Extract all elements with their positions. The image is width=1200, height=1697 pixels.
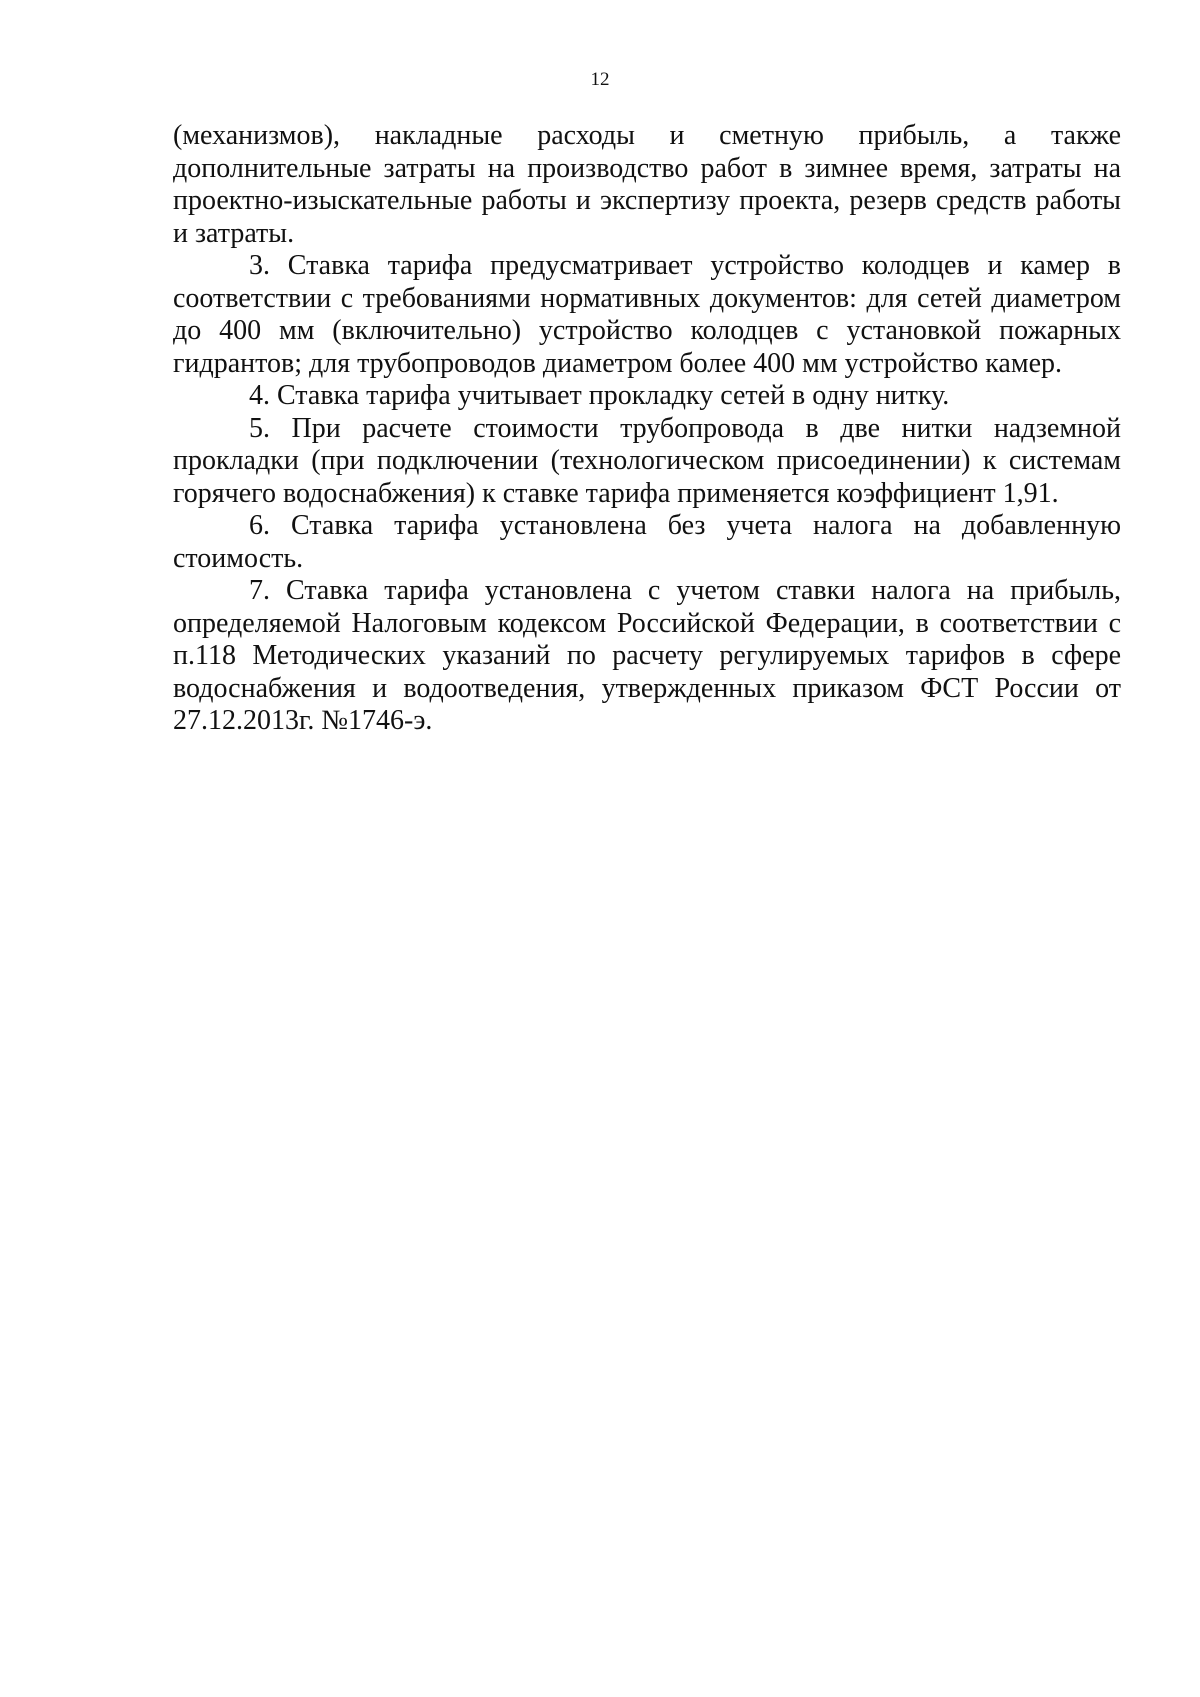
paragraph-text: Ставка тарифа учитывает прокладку сетей в одну нитку. [277, 380, 950, 411]
paragraph-number: 5. [249, 412, 270, 444]
paragraph-number: 3. [249, 250, 270, 281]
paragraph-3 [173, 250, 1121, 380]
paragraph-5 [173, 413, 1121, 511]
paragraph-continuation [173, 120, 1121, 250]
paragraph-6 [173, 510, 1121, 575]
paragraph-4 [173, 380, 1121, 413]
paragraph-text: Ставка тарифа установлена без учета налога на добавленную стоимость. [173, 510, 1121, 574]
paragraph-7 [173, 575, 1121, 738]
paragraph-text: Ставка тарифа установлена с учетом ставки налога на прибыль, определяемой Налоговым кодексом Российской Федерации, в соответствии с п.118 Методических указаний по расчету регулируемых тарифов в сфере водоснабжения и водоотведения, утвержденных приказом ФСТ России от 27.12.2013г. №1746-э. [173, 575, 1121, 736]
page-number: 12 [590, 69, 610, 90]
paragraph-number: 7. [249, 575, 270, 606]
paragraph-text: Ставка тарифа предусматривает устройство колодцев и камер в соответствии с требованиями нормативных документов: для сетей диаметром до 400 мм (включительно) устройство колодцев с установкой пожарных гидрантов; для трубопроводов диаметром более 400 мм устройство камер. [173, 250, 1122, 379]
paragraph-number: 4. [249, 380, 270, 411]
paragraph-text: (механизмов), накладные расходы и сметную прибыль, а также дополнительные затраты на производство работ в зимнее время, затраты на проектно-изыскательные работы и экспертизу проекта, резерв средств работы и затраты. [173, 120, 1121, 249]
paragraph-number: 6. [249, 510, 270, 541]
document-body [173, 120, 1121, 738]
paragraph-text: При расчете стоимости трубопровода в две нитки надземной прокладки (при подключении (технологическом присоединении) к системам горячего водоснабжения) к ставке тарифа применяется коэффициент 1,91. [173, 412, 1122, 509]
